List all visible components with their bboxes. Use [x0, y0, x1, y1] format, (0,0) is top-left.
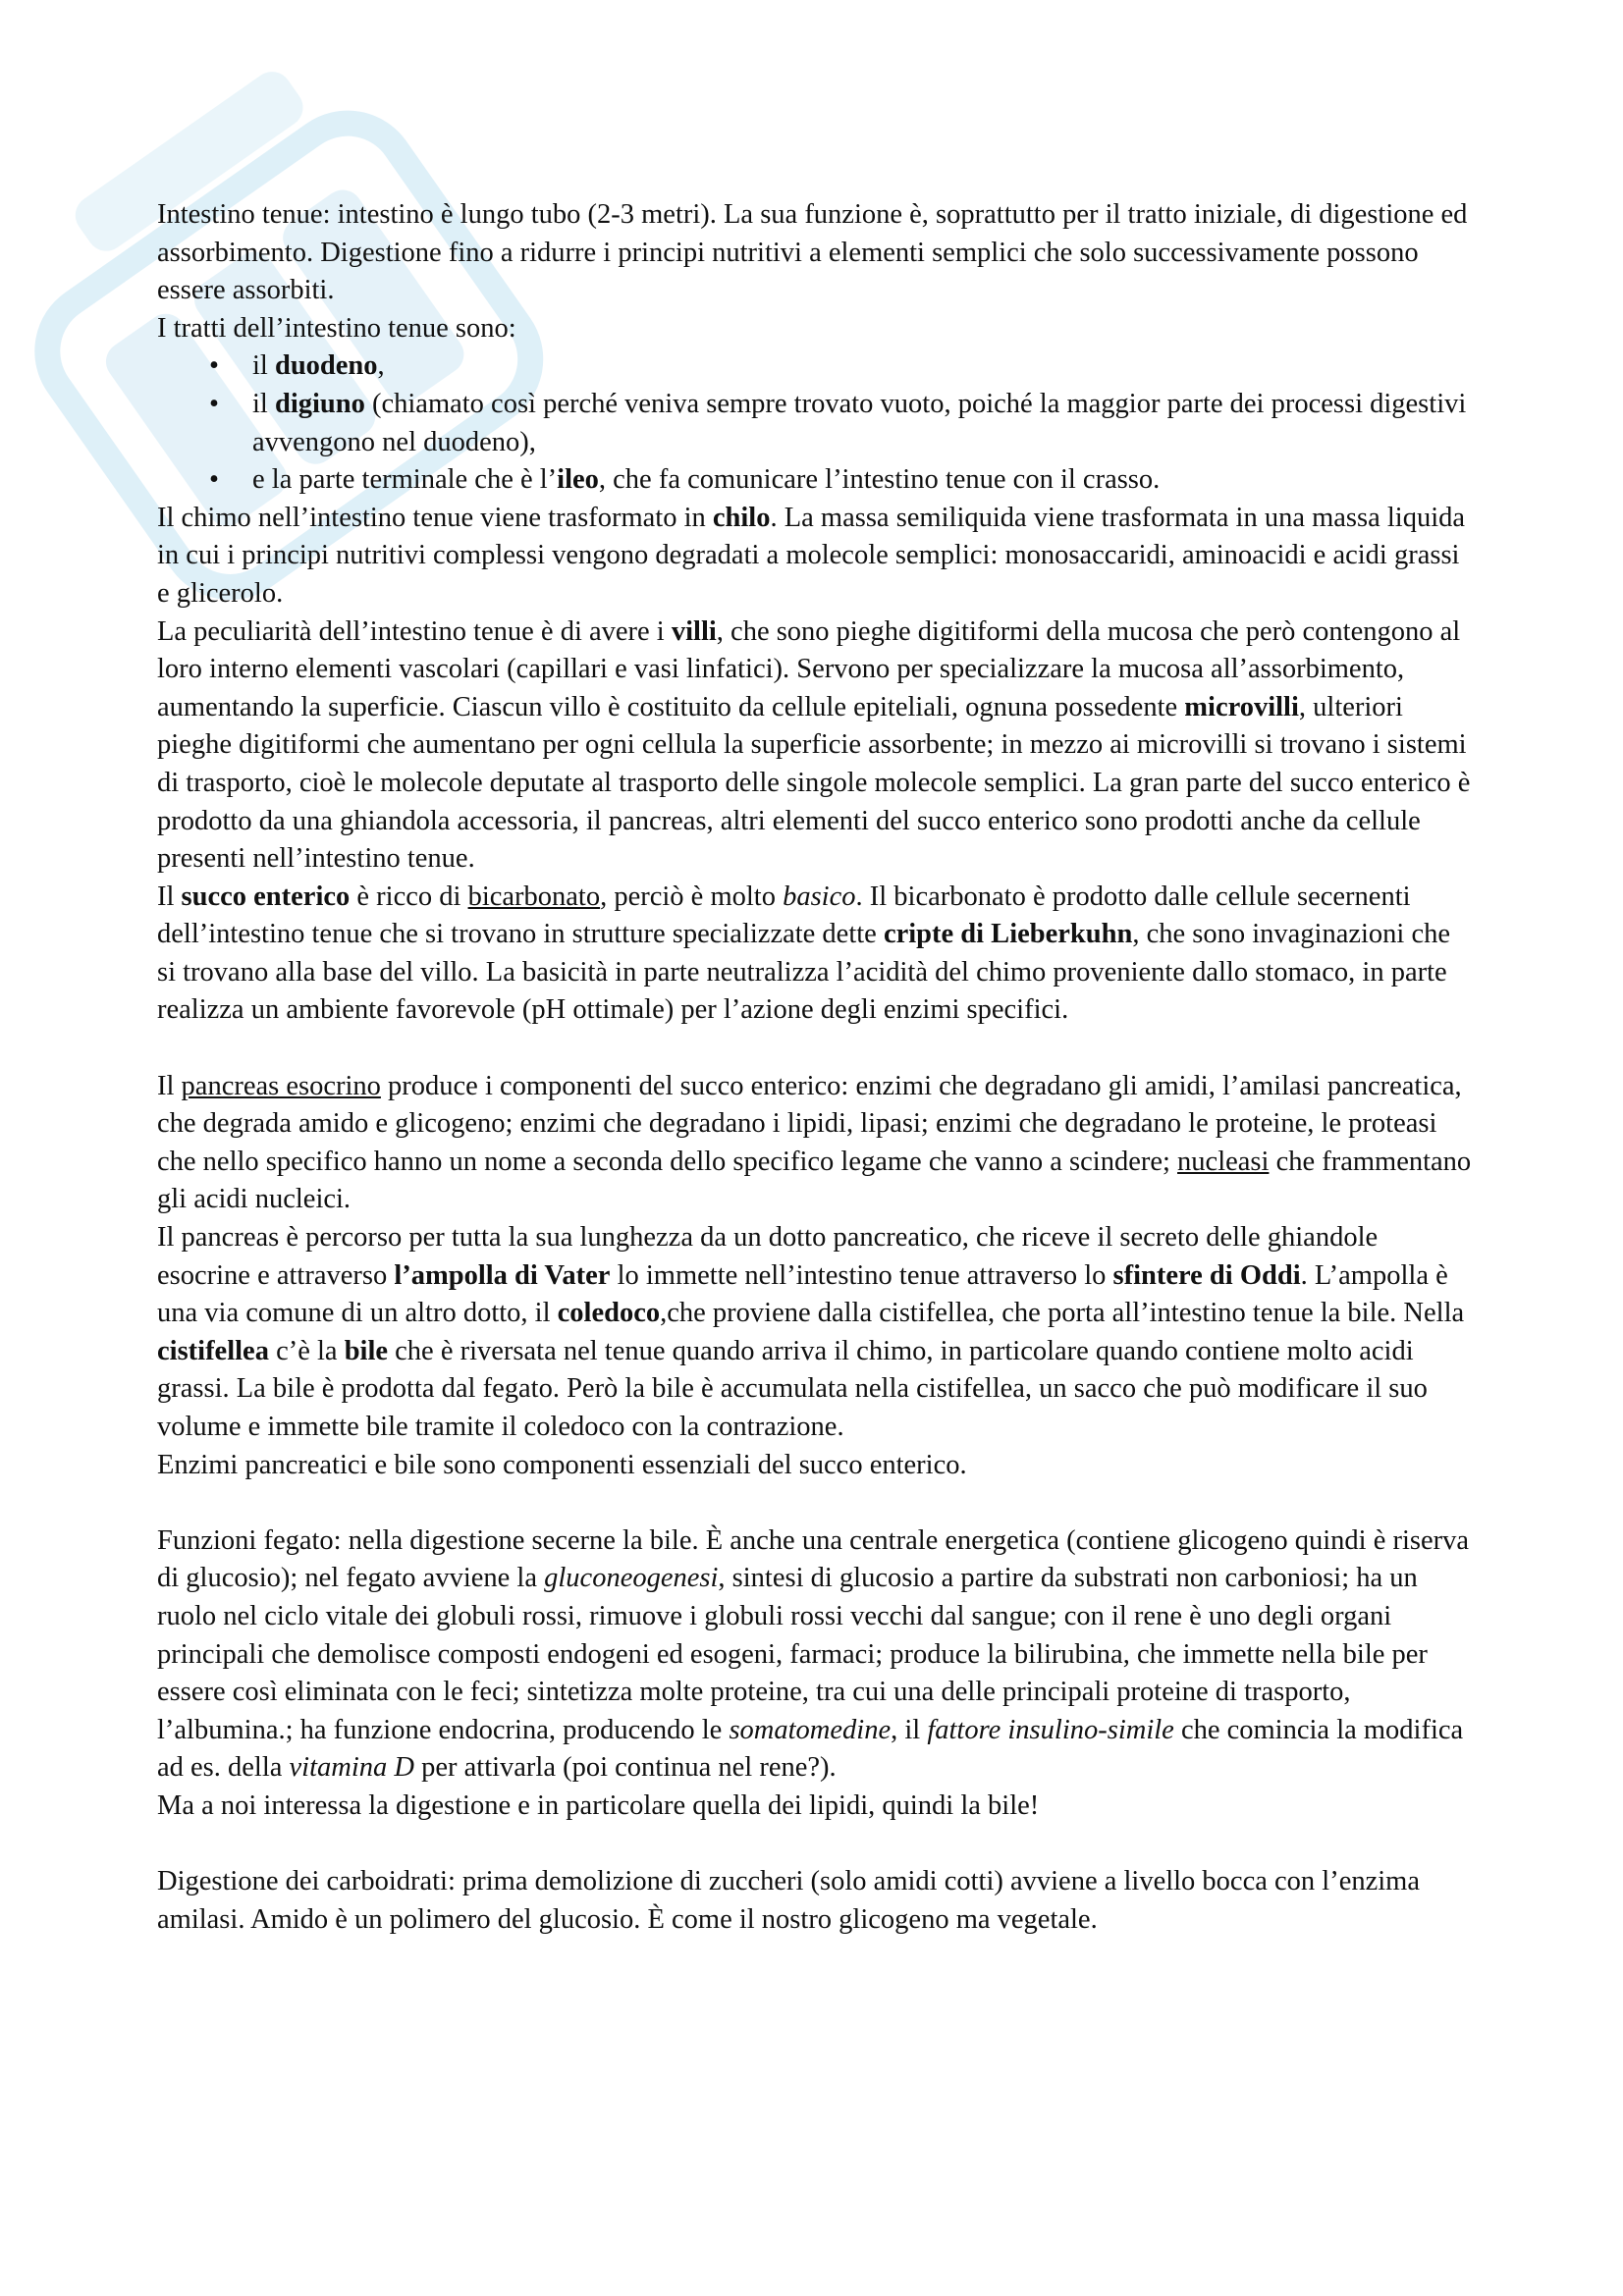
text-run: , perciò è molto: [600, 881, 784, 912]
list-item: [157, 347, 1473, 386]
italic-term: vitamina D: [289, 1752, 414, 1784]
text-run: e la parte terminale che è l’: [252, 464, 558, 496]
bold-term: coledoco: [557, 1298, 661, 1329]
text-run: . Il bicarbonato è prodotto dalle cellule secernenti dell’intestino tenue che si trovano in strutture specializzate dette: [157, 881, 1411, 950]
text-run: è ricco di: [350, 881, 468, 912]
text-run: che frammentano gli acidi nucleici.: [157, 1146, 1472, 1215]
paragraph: [157, 1788, 1473, 1826]
paragraph-spacer: [157, 1030, 1473, 1068]
text-run: ,che proviene dalla cistifellea, che porta all’intestino tenue la bile. Nella: [660, 1298, 1465, 1329]
paragraph: [157, 310, 1473, 348]
text-run: Enzimi pancreatici e bile sono componenti essenziali del succo enterico.: [157, 1449, 967, 1480]
paragraph: [157, 1219, 1473, 1447]
paragraph: [157, 196, 1473, 310]
text-run: Funzioni fegato: nella digestione secerne la bile. È anche una centrale energetica (contiene glicogeno quindi è riserva di glucosio); nel fegato avviene la: [157, 1524, 1470, 1594]
bold-term: bile: [344, 1335, 389, 1366]
text-run: produce i componenti del succo enterico: enzimi che degradano gli amidi, l’amilasi pancreatica, che degrada amido e glicogeno; enzimi che degradano i lipidi, lipasi; enzimi che degradano le proteine, le proteasi che nello specifico hanno un nome a seconda dello specifico legame che vanno a scindere;: [157, 1070, 1462, 1177]
text-run: , il: [891, 1714, 928, 1745]
paragraph-spacer: [157, 1484, 1473, 1522]
paragraph: [157, 1447, 1473, 1485]
italic-term: fattore insulino-simile: [927, 1714, 1174, 1745]
bold-term: succo enterico: [181, 881, 351, 912]
underlined-term: bicarbonato: [467, 881, 601, 912]
paragraph: [157, 500, 1473, 614]
text-run: Il: [157, 881, 182, 912]
text-run: ,: [377, 350, 385, 382]
paragraph: [157, 614, 1473, 879]
text-run: che comincia la modifica ad es. della: [157, 1714, 1464, 1784]
document-body: [157, 196, 1473, 1939]
bold-term: microvilli: [1184, 691, 1299, 722]
bold-term: digiuno: [274, 388, 365, 419]
bold-term: duodeno: [274, 350, 378, 382]
italic-term: somatomedine: [729, 1714, 892, 1745]
bullet-icon: •: [209, 464, 219, 496]
text-run: , ulteriori pieghe digitiformi che aumentano per ogni cellula la superficie assorbente; in mezzo ai microvilli si trovano i sistemi di trasporto, cioè le molecole deputate al trasporto delle singole molecole semplici. La gran parte del succo enterico è prodotto da una ghiandola accessoria, il pancreas, altri elementi del succo enterico sono prodotti anche da cellule presenti nell’intestino tenue.: [157, 691, 1471, 875]
bullet-list: [157, 347, 1473, 499]
text-run: Il pancreas è percorso per tutta la sua lunghezza da un dotto pancreatico, che riceve il secreto delle ghiandole esocrine e attraverso: [157, 1222, 1379, 1291]
bold-term: villi: [671, 615, 717, 647]
list-item: [157, 461, 1473, 500]
underlined-term: pancreas esocrino: [181, 1070, 381, 1101]
text-run: , che sono invaginazioni che si trovano alla base del villo. La basicità in parte neutralizza l’acidità del chimo proveniente dallo stomaco, in parte realizza un ambiente favorevole (pH ottimale) per l’azione degli enzimi specifici.: [157, 919, 1450, 1026]
bullet-icon: •: [209, 388, 219, 419]
paragraph-spacer: [157, 1826, 1473, 1864]
underlined-term: nucleasi: [1177, 1146, 1270, 1177]
text-run: , che fa comunicare l’intestino tenue con il crasso.: [598, 464, 1161, 496]
paragraph: [157, 1863, 1473, 1939]
bold-term: sfintere di Oddi: [1112, 1259, 1301, 1291]
bold-term: cistifellea: [157, 1335, 269, 1366]
bold-term: l’ampolla di Vater: [394, 1259, 611, 1291]
text-run: per attivarla (poi continua nel rene?).: [413, 1752, 837, 1784]
paragraph: [157, 1522, 1473, 1788]
text-run: che è riversata nel tenue quando arriva il chimo, in particolare quando contiene molto acidi grassi. La bile è prodotta dal fegato. Però la bile è accumulata nella cistifellea, un sacco che può modificare il suo volume e immette bile tramite il coledoco con la contrazione.: [157, 1335, 1428, 1442]
text-run: (chiamato così perché veniva sempre trovato vuoto, poiché la maggior parte dei processi digestivi avvengono nel duodeno),: [252, 388, 1467, 457]
text-run: lo immette nell’intestino tenue attraverso lo: [610, 1259, 1113, 1291]
text-run: Il chimo nell’intestino tenue viene trasformato in: [157, 502, 713, 533]
bold-term: chilo: [712, 502, 771, 533]
text-run: I tratti dell’intestino tenue sono:: [157, 312, 516, 344]
text-run: , sintesi di glucosio a partire da substrati non carboniosi; ha un ruolo nel ciclo vitale dei globuli rossi, rimuove i globuli rossi vecchi dal sangue; con il rene è uno degli organi principali che demolisce composti endogeni ed esogeni, farmaci; produce la bilirubina, che immette nella bile per essere così eliminata con le feci; sintetizza molte proteine, tra cui una delle principali proteine di trasporto, l’albumina.; ha funzione endocrina, producendo le: [157, 1563, 1428, 1745]
text-run: . L’ampolla è una via comune di un altro dotto, il: [157, 1259, 1448, 1329]
text-run: . La massa semiliquida viene trasformata in una massa liquida in cui i principi nutritivi complessi vengono degradati a molecole semplici: monosaccaridi, aminoacidi e acidi grassi e glicerolo.: [157, 502, 1466, 609]
bold-term: ileo: [557, 464, 599, 496]
text-run: Ma a noi interessa la digestione e in particolare quella dei lipidi, quindi la bile!: [157, 1789, 1040, 1821]
text-run: il: [252, 388, 275, 419]
text-run: Intestino tenue: intestino è lungo tubo (2-3 metri). La sua funzione è, soprattutto per il tratto iniziale, di digestione ed assorbimento. Digestione fino a ridurre i principi nutritivi a elementi semplici che solo successivamente possono essere assorbiti.: [157, 199, 1468, 306]
italic-term: gluconeogenesi: [544, 1563, 719, 1594]
list-item: [157, 386, 1473, 461]
paragraph: [157, 1068, 1473, 1219]
text-run: il: [252, 350, 275, 382]
bullet-icon: •: [209, 350, 219, 382]
paragraph: [157, 879, 1473, 1030]
text-run: La peculiarità dell’intestino tenue è di avere i: [157, 615, 672, 647]
text-run: Il: [157, 1070, 182, 1101]
text-run: c’è la: [268, 1335, 345, 1366]
italic-term: basico: [783, 881, 856, 912]
text-run: , che sono pieghe digitiformi della mucosa che però contengono al loro interno elementi vascolari (capillari e vasi linfatici). Servono per specializzare la mucosa all’assorbimento, aumentando la superficie. Ciascun villo è costituito da cellule epiteliali, ognuna possedente: [157, 615, 1461, 722]
text-run: Digestione dei carboidrati: prima demolizione di zuccheri (solo amidi cotti) avviene a livello bocca con l’enzima amilasi. Amido è un polimero del glucosio. È come il nostro glicogeno ma vegetale.: [157, 1866, 1420, 1935]
bold-term: cripte di Lieberkuhn: [883, 919, 1133, 950]
